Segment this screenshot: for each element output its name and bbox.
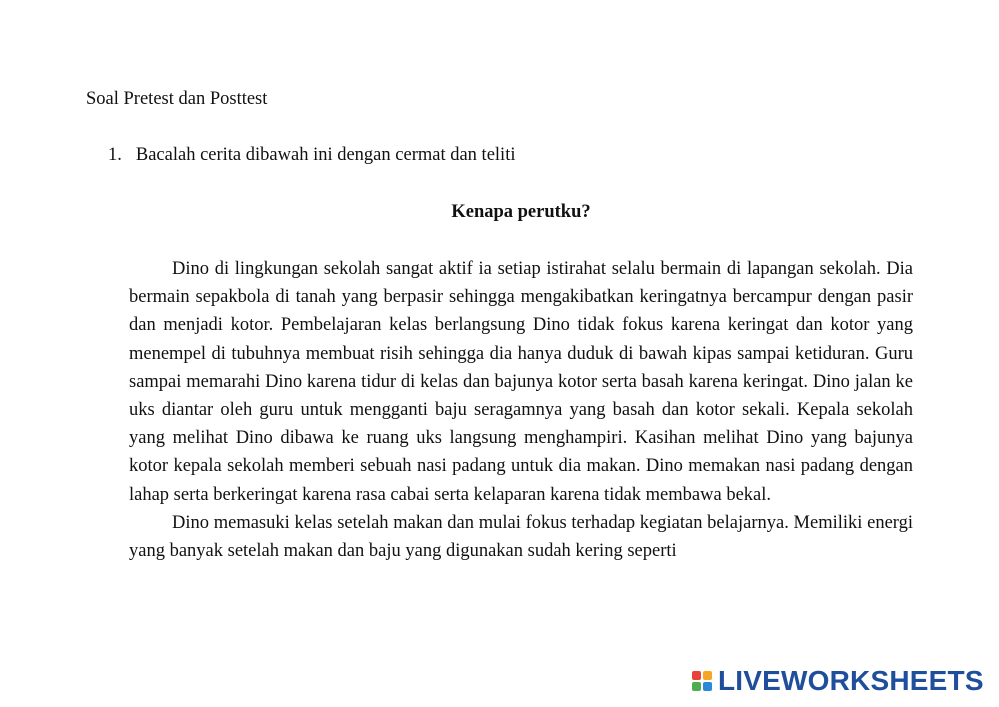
logo-blocks-icon: [692, 671, 712, 691]
logo-block: [703, 671, 712, 680]
question-1: [108, 144, 515, 166]
question-text: Bacalah cerita dibawah ini dengan cermat dan teliti: [135, 145, 516, 165]
logo-block: [692, 671, 701, 680]
question-number: 1.: [108, 145, 122, 165]
story-title: Kenapa perutku?: [451, 202, 591, 222]
document-heading: Soal Pretest dan Posttest: [86, 89, 268, 109]
story-paragraph-1: Dino di lingkungan sekolah sangat aktif ia setiap istirahat selalu bermain di lapangan sekolah. Dia bermain sepakbola di tanah yang berpasir sehingga mengakibatkan keringatnya bercampur dengan pasir dan menjadi kotor. Pembelajaran kelas berlangsung Dino tidak fokus karena keringat dan kotor yang menempel di tubuhnya membuat risih sehingga dia hanya duduk di bawah kipas sampai ketiduran. Guru sampai memarahi Dino karena tidur di kelas dan bajunya kotor serta basah karena keringat. Dino jalan ke uks diantar oleh guru untuk mengganti baju seragamnya yang basah dan kotor sekali. Kepala sekolah yang melihat Dino dibawa ke ruang uks langsung menghampiri. Kasihan melihat Dino yang bajunya kotor kepala sekolah memberi sebuah nasi padang untuk dia makan. Dino memakan nasi padang dengan lahap serta berkeringat karena rasa cabai serta kelaparan karena tidak membawa bekal.: [129, 259, 913, 505]
story-paragraph-2: Dino memasuki kelas setelah makan dan mulai fokus terhadap kegiatan belajarnya. Memiliki energi yang banyak setelah makan dan baju yang digunakan sudah kering seperti: [129, 512, 913, 562]
logo-block: [692, 682, 701, 691]
logo-text: LIVEWORKSHEETS: [718, 665, 984, 696]
liveworksheets-logo: [692, 666, 984, 696]
story-body: [129, 255, 913, 565]
logo-block: [703, 682, 712, 691]
